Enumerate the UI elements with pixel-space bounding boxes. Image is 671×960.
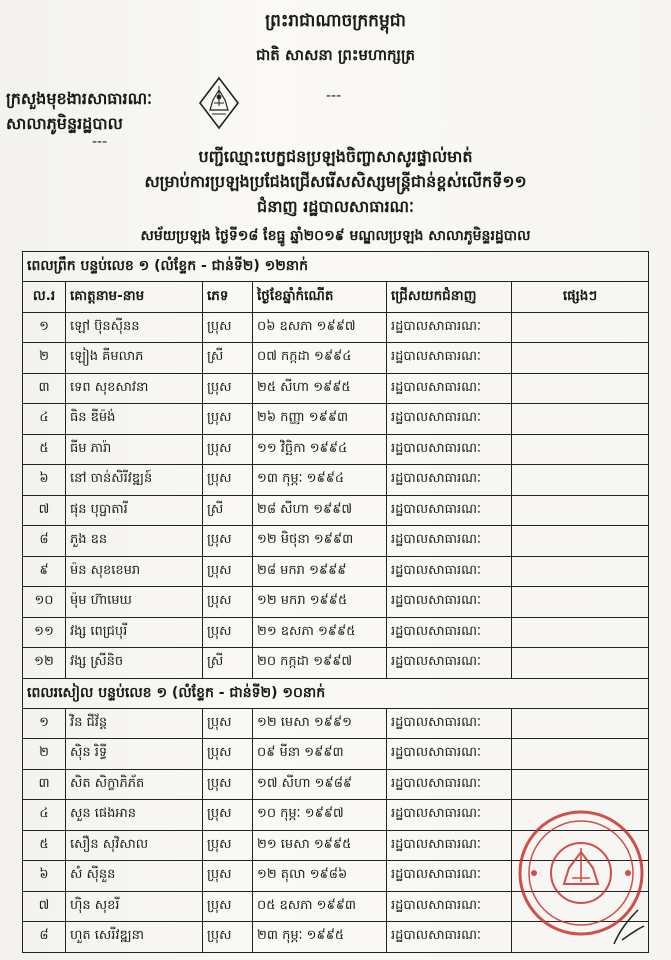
row-number: ៧: [23, 891, 66, 922]
candidate-name: ទេព សុខសាវនា: [66, 373, 203, 404]
table-row: [23, 465, 649, 496]
candidate-field: រដ្ឋបាលសាធារណៈ: [387, 708, 512, 739]
table-row: [23, 404, 649, 435]
candidate-name: ស៊ិន រិទ្ធី: [66, 739, 203, 770]
section-row-afternoon: [23, 678, 649, 708]
candidate-dob: ២៣ កុម្ភៈ ១៩៩៥: [253, 922, 387, 953]
candidate-field: រដ្ឋបាលសាធារណៈ: [387, 648, 512, 679]
candidate-sex: ស្រី: [203, 648, 253, 679]
candidate-field: រដ្ឋបាលសាធារណៈ: [387, 587, 512, 618]
candidate-dob: ២៥ សីហា ១៩៩៥: [253, 373, 387, 404]
candidate-sex: ប្រុស: [203, 526, 253, 557]
candidate-sex: ប្រុស: [203, 404, 253, 435]
row-number: ៦: [23, 861, 66, 892]
kingdom-title: ព្រះរាជាណាចក្រកម្ពុជា: [265, 11, 406, 31]
candidate-field: រដ្ឋបាលសាធារណៈ: [387, 769, 512, 800]
candidate-field: រដ្ឋបាលសាធារណៈ: [387, 556, 512, 587]
candidate-other: [512, 465, 649, 496]
row-number: ១១: [23, 617, 66, 648]
candidate-sex: ប្រុស: [203, 922, 253, 953]
candidate-field: រដ្ឋបាលសាធារណៈ: [387, 800, 512, 831]
candidate-dob: ០៥ ឧសភា ១៩៩៣: [253, 891, 387, 922]
candidate-name: ផុន បុប្ផាតារី: [66, 495, 203, 526]
candidate-name: សួន ផេងអាន: [66, 800, 203, 831]
candidate-other: [512, 526, 649, 557]
candidate-sex: ប្រុស: [203, 708, 253, 739]
candidate-name: នៅ ចាន់សិរីវឌ្ឍន៍: [66, 465, 203, 496]
candidate-sex: ប្រុស: [203, 769, 253, 800]
candidate-sex: ប្រុស: [203, 830, 253, 861]
table-row: [23, 556, 649, 587]
candidate-sex: ប្រុស: [203, 587, 253, 618]
table-row: [23, 373, 649, 404]
candidate-sex: ប្រុស: [203, 465, 253, 496]
row-number: ១២: [23, 648, 66, 679]
row-number: ២: [23, 343, 66, 374]
candidate-other: [512, 648, 649, 679]
ministry-name: ក្រសួងមុខងារសាធារណៈ: [6, 89, 152, 108]
candidate-dob: ១២ មករា ១៩៩៥: [253, 587, 387, 618]
candidate-field: រដ្ឋបាលសាធារណៈ: [387, 891, 512, 922]
candidate-name: វង្ស ស្រីនិច: [66, 648, 203, 679]
candidate-dob: ១០ កុម្ភៈ ១៩៩៧: [253, 800, 387, 831]
row-number: ៩: [23, 556, 66, 587]
candidate-name: ឡៀង គីមលាភ: [66, 343, 203, 374]
col-sex: ភេទ: [203, 282, 253, 313]
candidate-dob: ១២ មិថុនា ១៩៩៣: [253, 526, 387, 557]
candidate-name: សឿន សុវិសាល: [66, 830, 203, 861]
candidate-dob: ២១ មេសា ១៩៩៥: [253, 830, 387, 861]
candidate-name: ហ៊ិន សុខរី: [66, 891, 203, 922]
row-number: ៦: [23, 465, 66, 496]
candidate-sex: ប្រុស: [203, 617, 253, 648]
candidate-other: [512, 587, 649, 618]
table-row: [23, 434, 649, 465]
row-number: ៨: [23, 922, 66, 953]
candidate-dob: ២១ ឧសភា ១៩៩៥: [253, 617, 387, 648]
candidate-field: រដ្ឋបាលសាធារណៈ: [387, 739, 512, 770]
candidate-field: រដ្ឋបាលសាធារណៈ: [387, 830, 512, 861]
document-subtitle: សម្រាប់ការប្រឡងប្រជែងជ្រើសរើសសិស្សមន្ត្រីជាន់ខ្ពស់លើកទី១១: [144, 172, 527, 191]
candidate-field: រដ្ឋបាលសាធារណៈ: [387, 526, 512, 557]
candidate-other: [512, 434, 649, 465]
candidate-sex: ប្រុស: [203, 891, 253, 922]
candidate-dob: ១១ វិច្ឆិកា ១៩៩៤: [253, 434, 387, 465]
candidate-other: [512, 373, 649, 404]
row-number: ៤: [23, 800, 66, 831]
candidate-dob: ២៨ សីហា ១៩៩៧: [253, 495, 387, 526]
candidate-name: សិត សិក្ខាភិភ័ត: [66, 769, 203, 800]
table-row: [23, 495, 649, 526]
candidate-dob: ១២ មេសា ១៩៩១: [253, 708, 387, 739]
table-row: [23, 587, 649, 618]
dash-mark: ---: [326, 88, 342, 104]
row-number: ៨: [23, 526, 66, 557]
candidate-field: រដ្ឋបាលសាធារណៈ: [387, 312, 512, 343]
table-row: [23, 312, 649, 343]
table-row: [23, 708, 649, 739]
table-row: [23, 617, 649, 648]
row-number: ៣: [23, 373, 66, 404]
candidate-dob: ១៣ កុម្ភៈ ១៩៩៤: [253, 465, 387, 496]
candidate-sex: ស្រី: [203, 495, 253, 526]
candidate-other: [512, 708, 649, 739]
candidate-dob: ១៧ សីហា ១៩៨៩: [253, 769, 387, 800]
candidate-name: ម៉ន សុខខេមរា: [66, 556, 203, 587]
candidate-name: ធីម ភារ៉ា: [66, 434, 203, 465]
dash-mark-2: ---: [92, 134, 108, 150]
field-title: ជំនាញ រដ្ឋបាលសាធារណៈ: [257, 197, 414, 216]
candidate-name: ម៉ុម ហ៊ាមេឃ: [66, 587, 203, 618]
candidate-sex: ប្រុស: [203, 434, 253, 465]
candidate-other: [512, 312, 649, 343]
row-number: ៥: [23, 830, 66, 861]
candidate-name: ភួង ឧន: [66, 526, 203, 557]
candidate-field: រដ្ឋបាលសាធារណៈ: [387, 861, 512, 892]
candidate-field: រដ្ឋបាលសាធារណៈ: [387, 404, 512, 435]
row-number: ១: [23, 312, 66, 343]
candidate-sex: ប្រុស: [203, 556, 253, 587]
col-other: ផ្សេងៗ: [512, 282, 649, 313]
candidate-sex: ប្រុស: [203, 739, 253, 770]
table-row: [23, 739, 649, 770]
row-number: ១០: [23, 587, 66, 618]
candidate-name: ហួត សេរីវឌ្ឍនា: [66, 922, 203, 953]
candidate-dob: ២០ កក្កដា ១៩៩៧: [253, 648, 387, 679]
candidate-sex: ប្រុស: [203, 800, 253, 831]
row-number: ២: [23, 739, 66, 770]
section-label: ពេលព្រឹក បន្ទប់លេខ ១ (លំខ្ទែក - ជាន់ទី២) ១២នាក់: [23, 252, 649, 282]
section-label: ពេលរសៀល បន្ទប់លេខ ១ (លំខ្ទែក - ជាន់ទី២) ១០នាក់: [23, 678, 649, 708]
candidate-name: ឡៅ ប៊ុនស៊ីនន: [66, 312, 203, 343]
candidate-sex: ស្រី: [203, 343, 253, 374]
col-no: ល.រ: [23, 282, 66, 313]
candidate-other: [512, 556, 649, 587]
candidate-name: ធិន ឌីម៉ង់: [66, 404, 203, 435]
candidate-other: [512, 404, 649, 435]
table-row: [23, 648, 649, 679]
header-row: [23, 282, 649, 313]
candidate-field: រដ្ឋបាលសាធារណៈ: [387, 465, 512, 496]
table-row: [23, 769, 649, 800]
section-row-morning: [23, 252, 649, 282]
candidate-dob: ១២ តុលា ១៩៨៦: [253, 861, 387, 892]
candidate-field: រដ្ឋបាលសាធារណៈ: [387, 373, 512, 404]
table-row: [23, 343, 649, 374]
motto: ជាតិ សាសនា ព្រះមហាក្សត្រ: [256, 46, 415, 64]
candidate-name: វង្ស ពេជ្របុរី: [66, 617, 203, 648]
row-number: ១: [23, 708, 66, 739]
row-number: ៥: [23, 434, 66, 465]
candidate-other: [512, 495, 649, 526]
candidate-dob: ០៧ កក្កដា ១៩៩៤: [253, 343, 387, 374]
row-number: ៧: [23, 495, 66, 526]
candidate-other: [512, 617, 649, 648]
school-logo-icon: [198, 76, 240, 130]
col-field: ជ្រើសយកជំនាញ: [387, 282, 512, 313]
session-line: សម័យប្រឡង ថ្ងៃទី១៨ ខែធ្នូ ឆ្នាំ២០១៩ មណ្ឌលប្រឡង សាលាភូមិន្ទរដ្ឋបាល: [140, 228, 531, 244]
candidate-sex: ប្រុស: [203, 312, 253, 343]
candidate-field: រដ្ឋបាលសាធារណៈ: [387, 617, 512, 648]
row-number: ៣: [23, 769, 66, 800]
candidate-sex: ប្រុស: [203, 861, 253, 892]
signature-icon: [610, 900, 650, 950]
candidate-field: រដ្ឋបាលសាធារណៈ: [387, 495, 512, 526]
candidate-other: [512, 739, 649, 770]
candidate-name: សំ ស៊ីនួន: [66, 861, 203, 892]
candidate-sex: ប្រុស: [203, 373, 253, 404]
candidate-name: វិន ជីវ័ន្ត: [66, 708, 203, 739]
col-name: គោត្តនាម-នាម: [66, 282, 203, 313]
row-number: ៤: [23, 404, 66, 435]
school-name: សាលាភូមិន្ទរដ្ឋបាល: [6, 114, 123, 133]
candidate-dob: ០៦ ឧសភា ១៩៩៧: [253, 312, 387, 343]
document-title: បញ្ជីឈ្មោះបេក្ខជនប្រឡងចិញ្ចាសាសូរផ្ទាល់មាត់: [198, 147, 473, 166]
col-dob: ថ្ងៃខែឆ្នាំកំណើត: [253, 282, 387, 313]
candidate-other: [512, 343, 649, 374]
candidate-other: [512, 769, 649, 800]
candidate-dob: ០៩ មីនា ១៩៩៣: [253, 739, 387, 770]
candidate-field: រដ្ឋបាលសាធារណៈ: [387, 343, 512, 374]
candidate-dob: ២៦ កញ្ញា ១៩៩៣: [253, 404, 387, 435]
candidate-dob: ២៨ មករា ១៩៩៩: [253, 556, 387, 587]
candidate-field: រដ្ឋបាលសាធារណៈ: [387, 434, 512, 465]
table-row: [23, 526, 649, 557]
candidate-field: រដ្ឋបាលសាធារណៈ: [387, 922, 512, 953]
